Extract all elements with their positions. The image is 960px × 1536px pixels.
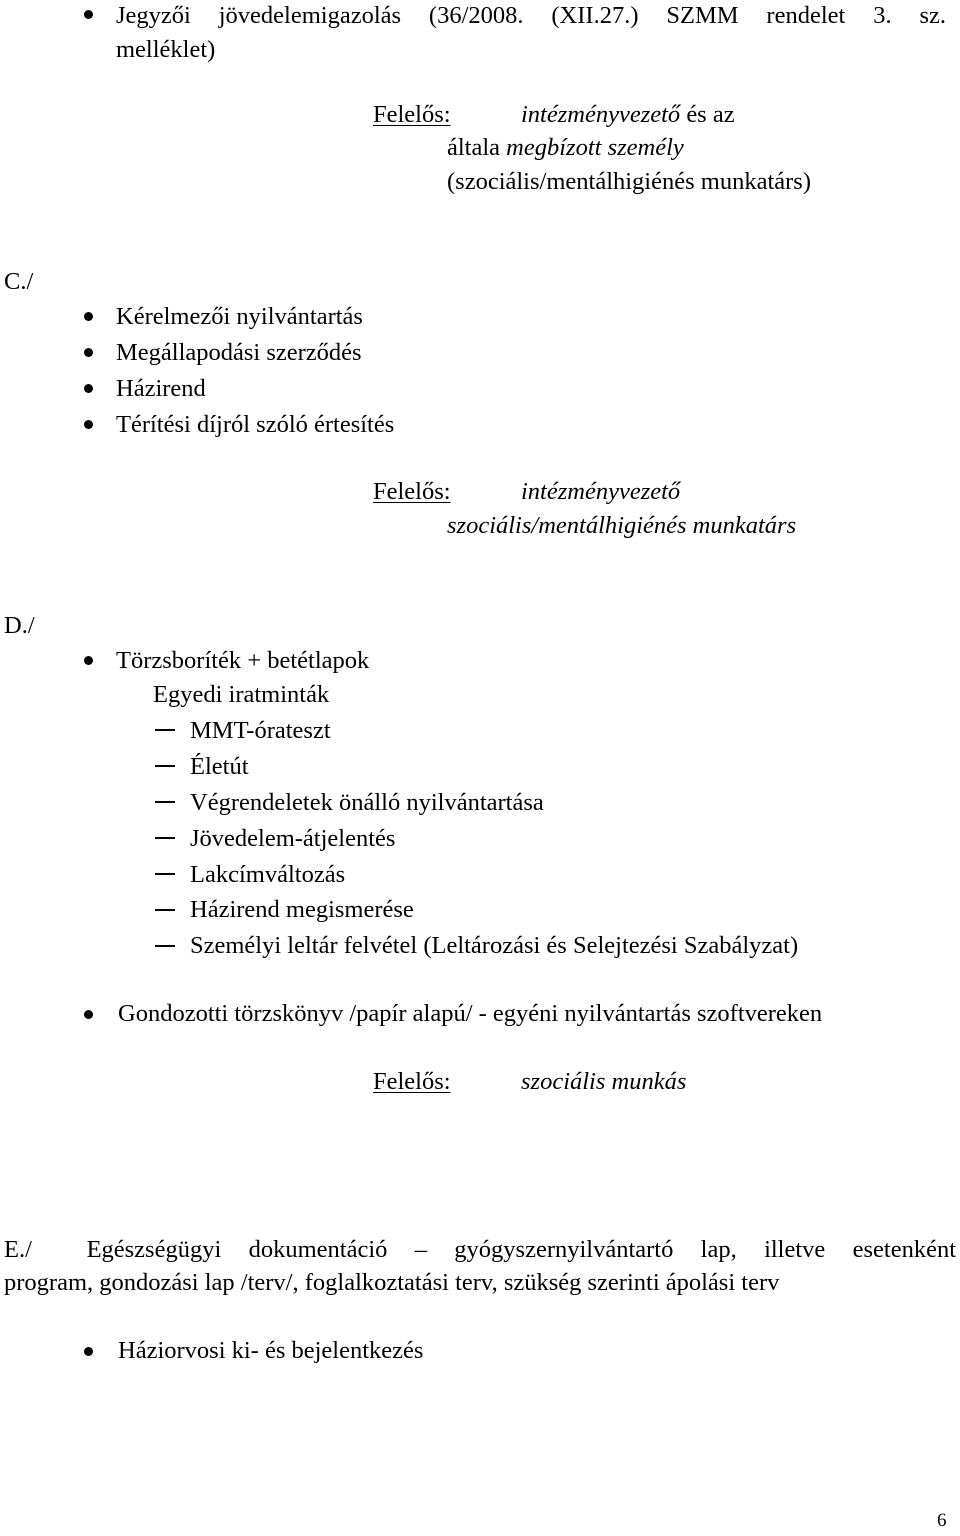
dash-icon: [155, 873, 175, 875]
list-item-continuation: melléklet): [116, 36, 216, 63]
bullet-icon: [84, 656, 93, 665]
dash-item: Jövedelem-átjelentés: [190, 825, 396, 852]
responsible-value-line2: szociális/mentálhigiénés munkatárs: [447, 512, 797, 539]
responsible-label: Felelős:: [373, 478, 451, 505]
responsible-value-line3: (szociális/mentálhigiénés munkatárs): [447, 168, 811, 195]
list-item: Kérelmezői nyilvántartás: [116, 303, 363, 330]
dash-item: Személyi leltár felvétel (Leltározási és Selejtezési Szabályzat): [190, 932, 799, 959]
list-item: Törzsboríték + betétlapok: [116, 647, 370, 674]
dash-item: Életút: [190, 753, 249, 780]
dash-icon: [155, 729, 175, 731]
dash-icon: [155, 945, 175, 947]
bullet-icon: [84, 1347, 93, 1356]
responsible-label: Felelős:: [373, 1068, 451, 1095]
section-heading-d: D./: [4, 612, 35, 639]
list-item: Háziorvosi ki- és bejelentkezés: [118, 1337, 424, 1364]
responsible-value: intézményvezető: [521, 478, 681, 505]
dash-item: Lakcímváltozás: [190, 861, 346, 888]
responsible-value-line2: általa megbízott személy: [447, 134, 684, 161]
dash-item: MMT-órateszt: [190, 717, 331, 744]
dash-item: Végrendeletek önálló nyilvántartása: [190, 789, 544, 816]
bullet-icon: [84, 10, 93, 19]
list-item: Gondozotti törzskönyv /papír alapú/ - egyéni nyilvántartás szoftvereken: [118, 1000, 823, 1027]
list-item: Jegyzői jövedelemigazolás (36/2008. (XII.27.) SZMM rendelet 3. sz.: [116, 2, 946, 29]
section-e-paragraph-line2: program, gondozási lap /terv/, foglalkoztatási terv, szükség szerinti ápolási terv: [4, 1269, 780, 1296]
responsible-value: szociális munkás: [521, 1068, 687, 1095]
bullet-icon: [84, 420, 93, 429]
responsible-value: intézményvezető és az: [521, 101, 735, 128]
list-item: Házirend: [116, 375, 206, 402]
section-e-paragraph-line1: E./ Egészségügyi dokumentáció – gyógyszernyilvántartó lap, illetve esetenként: [4, 1236, 957, 1263]
list-item: Megállapodási szerződés: [116, 339, 362, 366]
dash-icon: [155, 909, 175, 911]
responsible-label: Felelős:: [373, 101, 451, 128]
page-number: 6: [937, 1510, 947, 1531]
list-item: Térítési díjról szóló értesítés: [116, 411, 395, 438]
dash-icon: [155, 837, 175, 839]
subheading: Egyedi iratminták: [153, 681, 330, 708]
dash-item: Házirend megismerése: [190, 896, 414, 923]
bullet-icon: [84, 312, 93, 321]
dash-icon: [155, 801, 175, 803]
dash-icon: [155, 765, 175, 767]
section-heading-c: C./: [4, 268, 34, 295]
section-heading-e: E./: [4, 1236, 32, 1263]
bullet-icon: [84, 1010, 93, 1019]
bullet-icon: [84, 348, 93, 357]
bullet-icon: [84, 384, 93, 393]
